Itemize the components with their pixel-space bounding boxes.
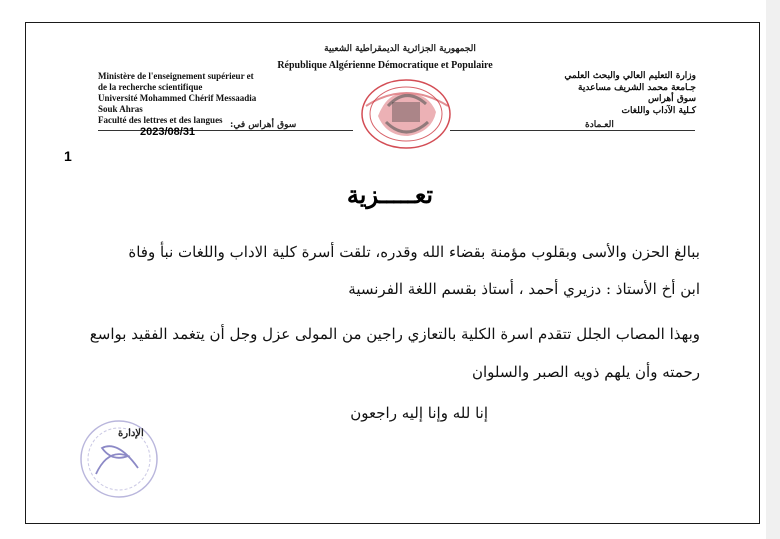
header-office: العـمادة: [585, 120, 614, 130]
header-ministry-fr-2: de la recherche scientifique: [98, 82, 203, 92]
header-place-line: سوق أهراس في:: [230, 120, 297, 130]
body-line-1: ببالغ الحزن والأسى وبقلوب مؤمنة بقضاء الله وقدره، تلقت أسرة كلية الاداب واللغات نبأ وفاة: [128, 243, 700, 261]
body-line-5: إنا لله وإنا إليه راجعون: [350, 404, 488, 422]
header-rule-right: [450, 130, 695, 131]
university-seal-icon: [358, 76, 454, 150]
header-university-ar: جـامعة محمد الشريف مساعدية: [578, 82, 696, 93]
body-line-2: ابن أخ الأستاذ : دزيري أحمد ، أستاذ بقسم اللغة الفرنسية: [348, 280, 700, 298]
scrollbar-track[interactable]: [766, 0, 780, 539]
body-line-3: وبهذا المصاب الجلل تتقدم اسرة الكلية بالتعازي راجين من المولى عزل وجل أن يتغمد الفقيد بواسع: [89, 325, 700, 343]
header-ministry-fr-1: Ministère de l'enseignement supérieur et: [98, 71, 254, 81]
header-right-block: [446, 71, 696, 117]
administration-stamp: [78, 418, 160, 500]
header-ministry-ar: وزارة التعليم العالي والبحث العلمي: [564, 71, 696, 81]
page-title: تعـــــزية: [346, 180, 434, 209]
stamp-label: الإدارة: [118, 428, 144, 439]
document-date: 2023/08/31: [140, 126, 196, 138]
header-city-fr: Souk Ahras: [98, 104, 143, 114]
header-city-ar: سوق أهراس: [647, 94, 696, 104]
header-rule-left: [98, 130, 353, 131]
header-university-fr: Université Mohammed Chérif Messaadia: [98, 93, 257, 103]
header-faculty-fr: Faculté des lettres et des langues: [98, 115, 223, 125]
body-line-4: رحمته وأن يلهم ذويه الصبر والسلوان: [471, 363, 700, 381]
page-number: 1: [64, 148, 72, 164]
header-faculty-ar: كـلية الآداب واللغات: [621, 105, 696, 116]
header-republic-ar: الجمهورية الجزائرية الديمقراطية الشعبية: [324, 44, 476, 54]
header-left-block: [98, 71, 358, 126]
header-republic-fr: République Algérienne Démocratique et Populaire: [277, 60, 493, 71]
